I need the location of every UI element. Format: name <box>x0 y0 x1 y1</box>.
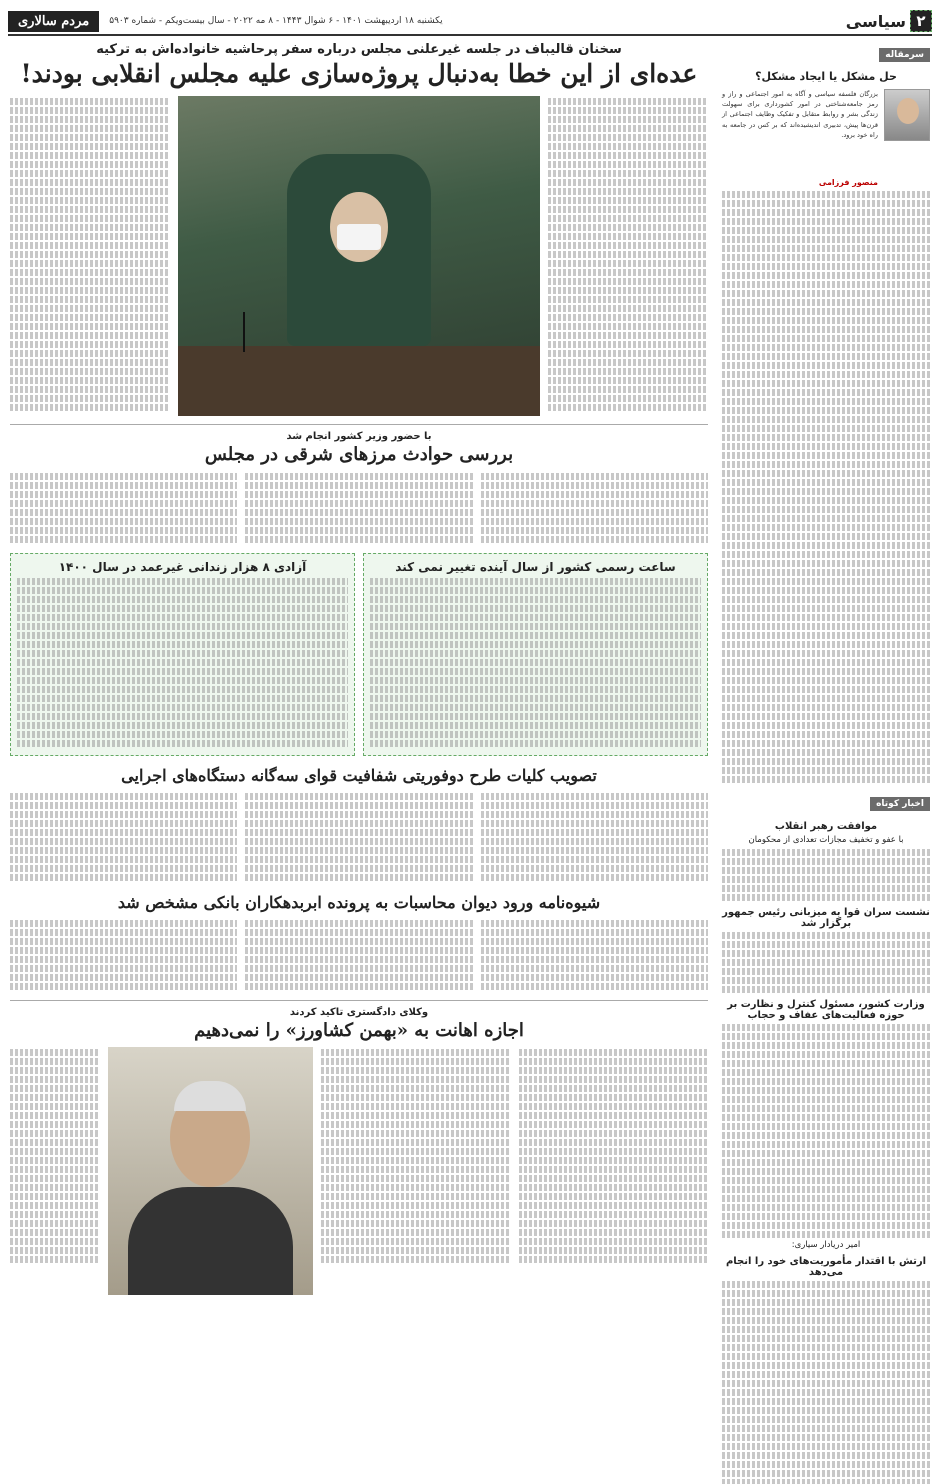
lead-headline: عده‌ای از این خطا به‌دنبال پروژه‌سازی علیه مجلس انقلابی بودند! <box>20 59 698 88</box>
page-number <box>846 10 932 32</box>
transparency-title: تصویب کلیات طرح دوفوریتی شفافیت قوای سه‌گانه دستگاه‌های اجرایی <box>121 766 597 785</box>
editorial-label: سرمقاله <box>879 48 930 62</box>
borders-title: بررسی حوادث مرزهای شرقی در مجلس <box>204 444 514 465</box>
masthead <box>8 8 932 36</box>
borders-article <box>10 424 708 545</box>
lawyer-portrait-photo <box>108 1047 313 1295</box>
audit-article <box>10 893 708 992</box>
time-box-title: ساعت رسمی کشور از سال آینده تغییر نمی کند <box>395 560 676 574</box>
page-number-box: ۲ <box>910 10 932 32</box>
author-name: منصور فرزامی <box>818 178 878 188</box>
main-content <box>10 42 708 1474</box>
dateline: یکشنبه ۱۸ اردیبهشت ۱۴۰۱ - ۶ شوال ۱۴۴۳ - ۸ مه ۲۰۲۲ - سال بیست‌و‌یکم - شماره ۵۹۰۳ <box>109 16 443 26</box>
editorial-author <box>722 89 930 187</box>
brief-item-title: موافقت رهبر انقلاب <box>774 821 878 833</box>
lawyers-title: اجازه اهانت به «بهمن کشاورز» را نمی‌دهیم <box>194 1020 524 1041</box>
time-box <box>363 553 708 756</box>
audit-title: شیوه‌نامه ورود دیوان محاسبات به پرونده ابربدهکاران بانکی مشخص شد <box>117 893 601 912</box>
brief-item-title: نشست سران قوا به میزبانی رئیس جمهور برگزار شد <box>722 907 930 930</box>
lead-text-left <box>10 96 170 416</box>
transparency-article <box>10 766 708 883</box>
editorial-body <box>722 191 930 783</box>
lead-photo <box>178 96 540 416</box>
brief-item-subtitle: با عفو و تخفیف مجازات تعدادی از محکومان <box>748 835 904 846</box>
section-name: سیاسی <box>845 11 906 31</box>
brief-item-kicker: امیر دریادار سیاری: <box>791 1240 861 1251</box>
brief-item-title: وزارت کشور، مسئول کنترل و نظارت بر حوزه فعالیت‌های عفاف و حجاب <box>727 999 925 1022</box>
right-column <box>722 42 930 1474</box>
editorial-intro: بزرگان فلسفه سیاسی و آگاه به امور اجتماعی و راز و رمز جامعه‌شناختی در امور کشورداری برای سهولت زندگی بشر و روابط متقابل و تفکیک وظایف اجتماعی از قرن‌ها پیش، تدبیری اندیشیده‌اند که بر کس در جامعه به راه خود برود. <box>722 90 878 139</box>
brief-item-title: ارتش با اقتدار مأموریت‌های خود را انجام می‌دهد <box>725 1256 927 1279</box>
highlight-boxes <box>10 553 708 756</box>
author-photo <box>884 89 930 141</box>
lawyers-kicker: وکلای دادگستری تاکید کردند <box>289 1007 429 1018</box>
news-brief <box>722 791 930 1484</box>
prisoners-box-title: آزادی ۸ هزار زندانی غیرعمد در سال ۱۴۰۰ <box>58 560 307 574</box>
lawyers-article <box>10 1000 708 1295</box>
editorial-title: حل مشکل یا ایجاد مشکل؟ <box>755 70 897 83</box>
newspaper-logo: مردم سالاری <box>8 11 99 32</box>
news-brief-label: اخبار کوتاه <box>870 797 930 811</box>
lead-text-right <box>548 96 708 416</box>
lead-story <box>10 96 708 416</box>
lead-kicker: سخنان قالیباف در جلسه غیرعلنی مجلس درباره سفر پرحاشیه خانواده‌اش به ترکیه <box>96 42 622 57</box>
borders-kicker: با حضور وزیر کشور انجام شد <box>286 431 432 442</box>
prisoners-box <box>10 553 355 756</box>
